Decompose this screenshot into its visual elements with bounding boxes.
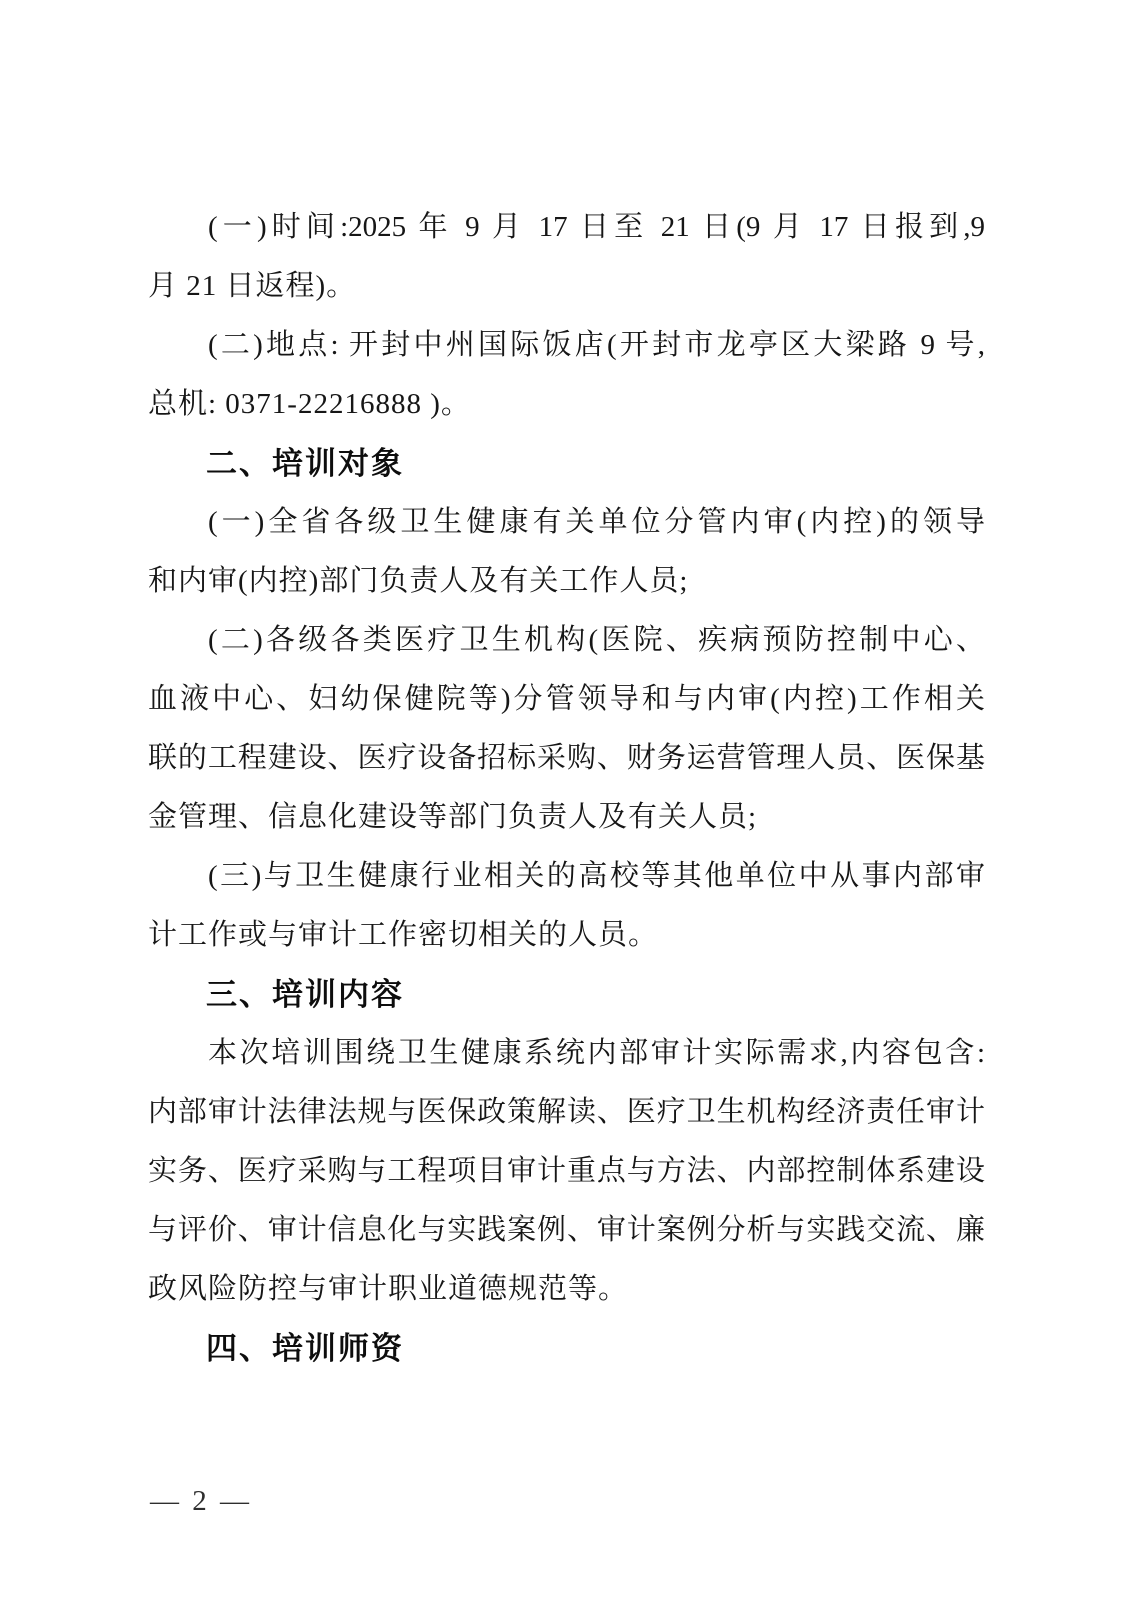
paragraph-line: 月 21 日返程)。 — [148, 270, 357, 302]
paragraph-line: (一)时间:2025 年 9 月 17 日至 21 日(9 月 17 日报到,9 — [208, 211, 985, 243]
page-number: — 2 — — [150, 1485, 252, 1517]
paragraph-line: 实务、医疗采购与工程项目审计重点与方法、内部控制体系建设 — [148, 1155, 985, 1187]
paragraph-line: (二)地点: 开封中州国际饭店(开封市龙亭区大梁路 9 号, — [208, 329, 985, 361]
paragraph-line: 政风险防控与审计职业道德规范等。 — [148, 1273, 629, 1305]
paragraph-line: 和内审(内控)部门负责人及有关工作人员; — [148, 565, 689, 597]
section-heading-training-content: 三、培训内容 — [206, 977, 404, 1012]
paragraph-line: 金管理、信息化建设等部门负责人及有关人员; — [148, 801, 758, 833]
section-heading-training-targets: 二、培训对象 — [206, 446, 404, 481]
paragraph-line: 与评价、审计信息化与实践案例、审计案例分析与实践交流、廉 — [148, 1214, 985, 1246]
paragraph-line: 总机: 0371-22216888 )。 — [148, 388, 471, 420]
document-body — [148, 198, 985, 1378]
paragraph-line: 联的工程建设、医疗设备招标采购、财务运营管理人员、医保基 — [148, 742, 985, 774]
paragraph-line: 本次培训围绕卫生健康系统内部审计实际需求,内容包含: — [208, 1037, 985, 1069]
paragraph-line: (二)各级各类医疗卫生机构(医院、疾病预防控制中心、 — [208, 624, 985, 656]
paragraph-line: 血液中心、妇幼保健院等)分管领导和与内审(内控)工作相关 — [148, 683, 985, 715]
paragraph-line: 内部审计法律法规与医保政策解读、医疗卫生机构经济责任审计 — [148, 1096, 985, 1128]
paragraph-line: (一)全省各级卫生健康有关单位分管内审(内控)的领导 — [208, 506, 985, 538]
paragraph-line: 计工作或与审计工作密切相关的人员。 — [148, 919, 659, 951]
section-heading-training-faculty: 四、培训师资 — [206, 1331, 404, 1366]
paragraph-line: (三)与卫生健康行业相关的高校等其他单位中从事内部审 — [208, 860, 985, 892]
